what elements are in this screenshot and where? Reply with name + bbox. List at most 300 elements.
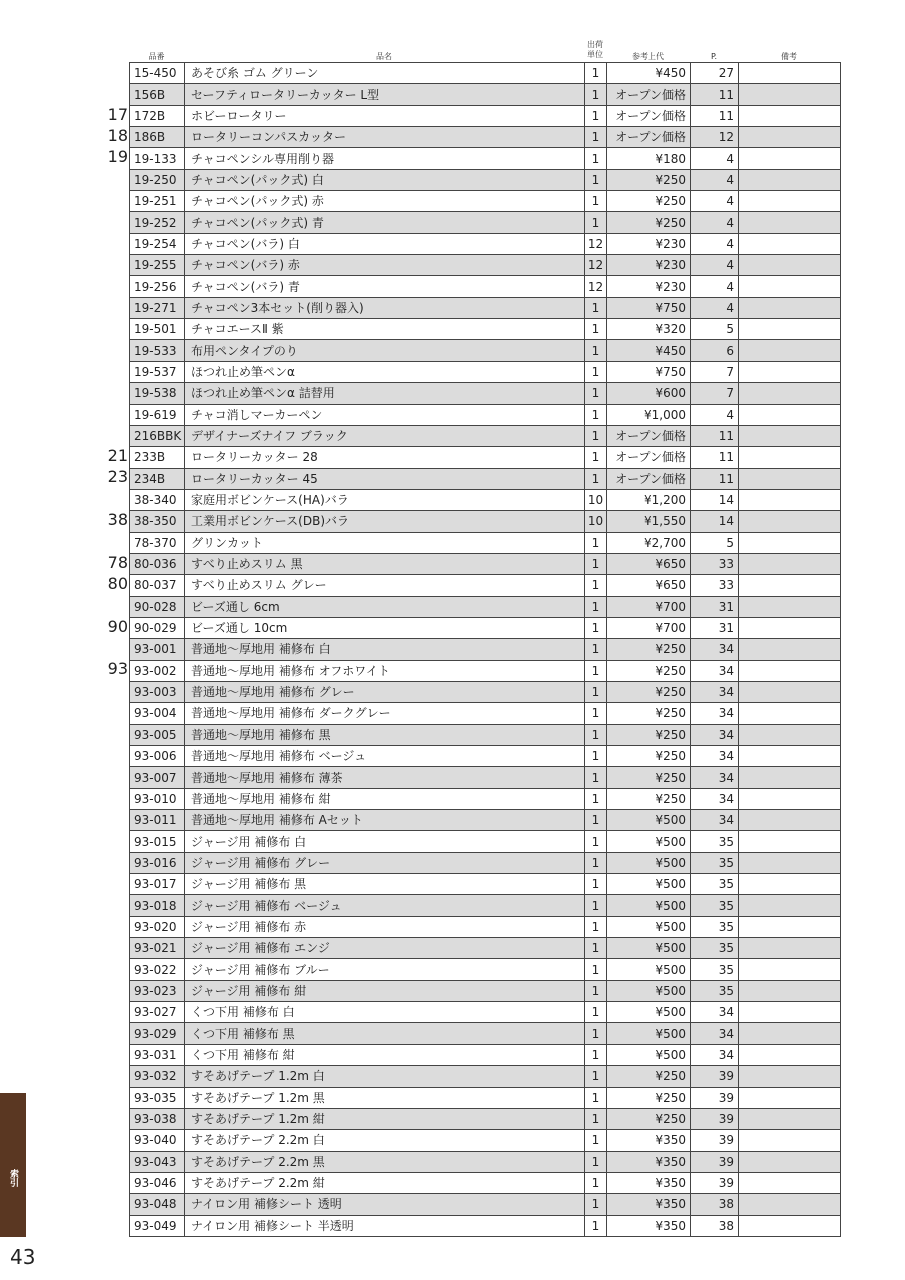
- cell-page: 11: [691, 468, 739, 489]
- cell-note: [739, 105, 841, 126]
- cell-code: 19-251: [130, 191, 185, 212]
- header-code: 品番: [148, 52, 165, 61]
- group-marker: 90: [107, 616, 128, 636]
- cell-page: 7: [691, 383, 739, 404]
- cell-name: ビーズ通し 6cm: [185, 596, 585, 617]
- cell-code: 93-038: [130, 1108, 185, 1129]
- cell-note: [739, 404, 841, 425]
- cell-name: チャコペン(バラ) 白: [185, 233, 585, 254]
- cell-note: [739, 1044, 841, 1065]
- cell-name: ビーズ通し 10cm: [185, 617, 585, 638]
- index-side-tab: [0, 1093, 26, 1237]
- cell-note: [739, 233, 841, 254]
- table-row: [130, 105, 841, 126]
- cell-name: 普通地～厚地用 補修布 ダークグレー: [185, 703, 585, 724]
- cell-price: ¥450: [607, 340, 691, 361]
- cell-code: 93-020: [130, 916, 185, 937]
- cell-code: 93-035: [130, 1087, 185, 1108]
- table-row: [130, 1044, 841, 1065]
- table-row: [130, 1130, 841, 1151]
- cell-qty: 1: [585, 1215, 607, 1236]
- cell-code: 93-031: [130, 1044, 185, 1065]
- cell-code: 93-029: [130, 1023, 185, 1044]
- cell-qty: 1: [585, 63, 607, 84]
- group-marker: 93: [107, 659, 128, 679]
- cell-page: 34: [691, 724, 739, 745]
- cell-page: 12: [691, 127, 739, 148]
- cell-qty: 12: [585, 276, 607, 297]
- cell-qty: 1: [585, 404, 607, 425]
- cell-note: [739, 1066, 841, 1087]
- cell-note: [739, 468, 841, 489]
- cell-code: 19-133: [130, 148, 185, 169]
- cell-price: ¥250: [607, 1108, 691, 1129]
- table-row: [130, 212, 841, 233]
- table-row: [130, 660, 841, 681]
- cell-name: すそあげテープ 1.2m 紺: [185, 1108, 585, 1129]
- cell-price: ¥250: [607, 1087, 691, 1108]
- cell-name: ジャージ用 補修布 赤: [185, 916, 585, 937]
- cell-name: 普通地～厚地用 補修布 グレー: [185, 681, 585, 702]
- cell-name: グリンカット: [185, 532, 585, 553]
- cell-code: 93-006: [130, 746, 185, 767]
- cell-price: ¥750: [607, 361, 691, 382]
- cell-code: 93-048: [130, 1194, 185, 1215]
- cell-page: 39: [691, 1130, 739, 1151]
- cell-code: 38-340: [130, 489, 185, 510]
- table-row: [130, 1194, 841, 1215]
- cell-page: 34: [691, 1002, 739, 1023]
- cell-qty: 1: [585, 297, 607, 318]
- cell-price: ¥230: [607, 276, 691, 297]
- table-row: [130, 447, 841, 468]
- cell-page: 35: [691, 980, 739, 1001]
- cell-name: ジャージ用 補修布 白: [185, 831, 585, 852]
- cell-code: 93-022: [130, 959, 185, 980]
- cell-name: ホビーロータリー: [185, 105, 585, 126]
- cell-qty: 1: [585, 191, 607, 212]
- cell-name: 家庭用ボビンケース(HA)バラ: [185, 489, 585, 510]
- cell-code: 19-252: [130, 212, 185, 233]
- cell-code: 93-032: [130, 1066, 185, 1087]
- cell-qty: 1: [585, 1130, 607, 1151]
- cell-name: 普通地～厚地用 補修布 白: [185, 639, 585, 660]
- table-row: [130, 1151, 841, 1172]
- cell-name: ナイロン用 補修シート 透明: [185, 1194, 585, 1215]
- cell-price: ¥650: [607, 575, 691, 596]
- cell-page: 31: [691, 617, 739, 638]
- cell-qty: 1: [585, 617, 607, 638]
- table-row: [130, 617, 841, 638]
- cell-code: 93-007: [130, 767, 185, 788]
- cell-name: チャコペンシル専用削り器: [185, 148, 585, 169]
- cell-price: ¥1,000: [607, 404, 691, 425]
- table-row: [130, 319, 841, 340]
- group-marker: 80: [107, 573, 128, 593]
- cell-name: すそあげテープ 1.2m 白: [185, 1066, 585, 1087]
- cell-qty: 1: [585, 681, 607, 702]
- cell-name: すべり止めスリム 黒: [185, 553, 585, 574]
- cell-code: 93-016: [130, 852, 185, 873]
- cell-name: デザイナーズナイフ ブラック: [185, 425, 585, 446]
- cell-name: ロータリーカッター 45: [185, 468, 585, 489]
- cell-note: [739, 425, 841, 446]
- cell-price: ¥250: [607, 788, 691, 809]
- header-name: 品名: [376, 52, 392, 61]
- cell-note: [739, 639, 841, 660]
- cell-price: ¥500: [607, 959, 691, 980]
- cell-note: [739, 660, 841, 681]
- cell-note: [739, 1130, 841, 1151]
- cell-qty: 12: [585, 233, 607, 254]
- cell-page: 39: [691, 1066, 739, 1087]
- cell-code: 93-004: [130, 703, 185, 724]
- cell-page: 39: [691, 1108, 739, 1129]
- cell-price: ¥350: [607, 1194, 691, 1215]
- cell-qty: 1: [585, 788, 607, 809]
- cell-code: 80-037: [130, 575, 185, 596]
- cell-qty: 1: [585, 916, 607, 937]
- cell-qty: 1: [585, 319, 607, 340]
- cell-page: 11: [691, 84, 739, 105]
- cell-note: [739, 617, 841, 638]
- cell-name: すそあげテープ 1.2m 黒: [185, 1087, 585, 1108]
- cell-code: 19-255: [130, 255, 185, 276]
- cell-name: ジャージ用 補修布 ベージュ: [185, 895, 585, 916]
- header-qty: 出荷 単位: [587, 40, 603, 59]
- group-marker: 18: [107, 125, 128, 145]
- cell-qty: 1: [585, 575, 607, 596]
- cell-page: 27: [691, 63, 739, 84]
- table-row: [130, 233, 841, 254]
- cell-page: 4: [691, 191, 739, 212]
- cell-note: [739, 340, 841, 361]
- cell-page: 34: [691, 746, 739, 767]
- cell-code: 93-043: [130, 1151, 185, 1172]
- cell-name: 普通地～厚地用 補修布 紺: [185, 788, 585, 809]
- cell-qty: 1: [585, 895, 607, 916]
- cell-price: ¥230: [607, 255, 691, 276]
- cell-name: くつ下用 補修布 白: [185, 1002, 585, 1023]
- cell-note: [739, 788, 841, 809]
- cell-note: [739, 895, 841, 916]
- cell-page: 39: [691, 1172, 739, 1193]
- cell-note: [739, 1151, 841, 1172]
- cell-code: 19-537: [130, 361, 185, 382]
- cell-name: 普通地～厚地用 補修布 薄茶: [185, 767, 585, 788]
- cell-page: 11: [691, 105, 739, 126]
- cell-code: 15-450: [130, 63, 185, 84]
- cell-name: チャコペン(バラ) 赤: [185, 255, 585, 276]
- cell-note: [739, 874, 841, 895]
- cell-name: すべり止めスリム グレー: [185, 575, 585, 596]
- cell-code: 19-533: [130, 340, 185, 361]
- cell-page: 34: [691, 639, 739, 660]
- cell-name: ジャージ用 補修布 黒: [185, 874, 585, 895]
- cell-name: くつ下用 補修布 黒: [185, 1023, 585, 1044]
- cell-price: ¥650: [607, 553, 691, 574]
- table-row: [130, 468, 841, 489]
- cell-qty: 1: [585, 660, 607, 681]
- cell-note: [739, 810, 841, 831]
- cell-code: 78-370: [130, 532, 185, 553]
- group-marker: 23: [107, 467, 128, 487]
- cell-price: ¥350: [607, 1151, 691, 1172]
- cell-page: 31: [691, 596, 739, 617]
- cell-name: 普通地～厚地用 補修布 オフホワイト: [185, 660, 585, 681]
- cell-note: [739, 1215, 841, 1236]
- cell-note: [739, 852, 841, 873]
- cell-note: [739, 1087, 841, 1108]
- cell-qty: 1: [585, 959, 607, 980]
- cell-price: ¥500: [607, 916, 691, 937]
- cell-page: 39: [691, 1151, 739, 1172]
- header-price: 参考上代: [632, 52, 664, 61]
- cell-note: [739, 191, 841, 212]
- cell-note: [739, 169, 841, 190]
- cell-price: ¥500: [607, 831, 691, 852]
- cell-page: 4: [691, 148, 739, 169]
- cell-code: 19-254: [130, 233, 185, 254]
- cell-qty: 1: [585, 767, 607, 788]
- cell-code: 19-538: [130, 383, 185, 404]
- cell-page: 34: [691, 1044, 739, 1065]
- cell-note: [739, 297, 841, 318]
- cell-page: 35: [691, 895, 739, 916]
- cell-note: [739, 1108, 841, 1129]
- cell-page: 34: [691, 703, 739, 724]
- cell-note: [739, 575, 841, 596]
- cell-name: ロータリーカッター 28: [185, 447, 585, 468]
- cell-price: オープン価格: [607, 447, 691, 468]
- cell-price: ¥500: [607, 1044, 691, 1065]
- cell-page: 35: [691, 938, 739, 959]
- cell-note: [739, 63, 841, 84]
- cell-note: [739, 84, 841, 105]
- cell-price: ¥700: [607, 596, 691, 617]
- cell-qty: 1: [585, 746, 607, 767]
- cell-note: [739, 980, 841, 1001]
- cell-qty: 1: [585, 639, 607, 660]
- cell-page: 33: [691, 575, 739, 596]
- table-row: [130, 404, 841, 425]
- table-row: [130, 489, 841, 510]
- side-tab-label: 索引: [8, 1169, 18, 1187]
- cell-price: ¥500: [607, 895, 691, 916]
- cell-note: [739, 511, 841, 532]
- table-row: [130, 255, 841, 276]
- cell-note: [739, 489, 841, 510]
- cell-code: 93-010: [130, 788, 185, 809]
- cell-name: 普通地～厚地用 補修布 Aセット: [185, 810, 585, 831]
- table-row: [130, 553, 841, 574]
- cell-code: 93-023: [130, 980, 185, 1001]
- cell-name: 普通地～厚地用 補修布 ベージュ: [185, 746, 585, 767]
- cell-note: [739, 1023, 841, 1044]
- cell-page: 5: [691, 532, 739, 553]
- cell-page: 39: [691, 1087, 739, 1108]
- table-row: [130, 1066, 841, 1087]
- cell-code: 93-015: [130, 831, 185, 852]
- cell-code: 80-036: [130, 553, 185, 574]
- cell-price: ¥500: [607, 1002, 691, 1023]
- table-row: [130, 1023, 841, 1044]
- cell-name: チャコペン(パック式) 白: [185, 169, 585, 190]
- cell-name: ほつれ止め筆ペンα: [185, 361, 585, 382]
- cell-price: ¥500: [607, 810, 691, 831]
- cell-code: 233B: [130, 447, 185, 468]
- cell-code: 93-021: [130, 938, 185, 959]
- cell-name: チャコ消しマーカーペン: [185, 404, 585, 425]
- cell-code: 93-040: [130, 1130, 185, 1151]
- table-row: [130, 1087, 841, 1108]
- cell-page: 14: [691, 489, 739, 510]
- header-page: P.: [710, 52, 718, 61]
- cell-qty: 1: [585, 980, 607, 1001]
- cell-qty: 1: [585, 340, 607, 361]
- cell-code: 93-027: [130, 1002, 185, 1023]
- cell-page: 11: [691, 425, 739, 446]
- cell-name: すそあげテープ 2.2m 白: [185, 1130, 585, 1151]
- cell-price: ¥350: [607, 1215, 691, 1236]
- cell-code: 186B: [130, 127, 185, 148]
- cell-page: 14: [691, 511, 739, 532]
- cell-name: あそび糸 ゴム グリーン: [185, 63, 585, 84]
- cell-name: ほつれ止め筆ペンα 詰替用: [185, 383, 585, 404]
- cell-note: [739, 212, 841, 233]
- cell-name: チャコエースⅡ 紫: [185, 319, 585, 340]
- table-row: [130, 148, 841, 169]
- cell-qty: 1: [585, 831, 607, 852]
- cell-code: 93-049: [130, 1215, 185, 1236]
- cell-qty: 1: [585, 383, 607, 404]
- cell-qty: 1: [585, 703, 607, 724]
- table-row: [130, 916, 841, 937]
- cell-page: 7: [691, 361, 739, 382]
- cell-page: 4: [691, 169, 739, 190]
- cell-code: 93-046: [130, 1172, 185, 1193]
- cell-note: [739, 681, 841, 702]
- cell-page: 33: [691, 553, 739, 574]
- cell-note: [739, 767, 841, 788]
- cell-qty: 1: [585, 127, 607, 148]
- cell-qty: 10: [585, 511, 607, 532]
- cell-qty: 1: [585, 148, 607, 169]
- cell-note: [739, 553, 841, 574]
- table-row: [130, 959, 841, 980]
- cell-price: オープン価格: [607, 84, 691, 105]
- cell-note: [739, 938, 841, 959]
- cell-price: ¥250: [607, 169, 691, 190]
- index-table: [129, 62, 841, 1237]
- cell-note: [739, 319, 841, 340]
- group-marker: 19: [107, 147, 128, 167]
- table-row: [130, 852, 841, 873]
- cell-note: [739, 596, 841, 617]
- cell-price: ¥250: [607, 746, 691, 767]
- table-row: [130, 340, 841, 361]
- cell-price: ¥700: [607, 617, 691, 638]
- cell-code: 90-029: [130, 617, 185, 638]
- table-row: [130, 127, 841, 148]
- cell-page: 4: [691, 212, 739, 233]
- cell-note: [739, 532, 841, 553]
- cell-page: 4: [691, 297, 739, 318]
- cell-price: オープン価格: [607, 105, 691, 126]
- cell-page: 34: [691, 681, 739, 702]
- cell-note: [739, 127, 841, 148]
- cell-page: 35: [691, 959, 739, 980]
- cell-page: 4: [691, 404, 739, 425]
- table-row: [130, 874, 841, 895]
- cell-price: ¥500: [607, 938, 691, 959]
- cell-qty: 1: [585, 1087, 607, 1108]
- cell-price: オープン価格: [607, 425, 691, 446]
- cell-page: 35: [691, 852, 739, 873]
- cell-note: [739, 148, 841, 169]
- table-row: [130, 767, 841, 788]
- cell-code: 19-250: [130, 169, 185, 190]
- table-row: [130, 276, 841, 297]
- cell-qty: 1: [585, 1002, 607, 1023]
- group-marker: 21: [107, 445, 128, 465]
- cell-price: ¥230: [607, 233, 691, 254]
- cell-code: 93-005: [130, 724, 185, 745]
- cell-qty: 1: [585, 596, 607, 617]
- table-row: [130, 511, 841, 532]
- cell-qty: 1: [585, 425, 607, 446]
- cell-name: ロータリーコンパスカッター: [185, 127, 585, 148]
- cell-page: 35: [691, 916, 739, 937]
- group-marker: 78: [107, 552, 128, 572]
- cell-price: オープン価格: [607, 468, 691, 489]
- cell-name: ジャージ用 補修布 エンジ: [185, 938, 585, 959]
- table-row: [130, 191, 841, 212]
- cell-code: 19-256: [130, 276, 185, 297]
- cell-qty: 1: [585, 447, 607, 468]
- cell-name: ジャージ用 補修布 ブルー: [185, 959, 585, 980]
- table-row: [130, 724, 841, 745]
- cell-page: 38: [691, 1215, 739, 1236]
- cell-qty: 1: [585, 1044, 607, 1065]
- cell-price: ¥250: [607, 1066, 691, 1087]
- table-row: [130, 297, 841, 318]
- cell-name: ナイロン用 補修シート 半透明: [185, 1215, 585, 1236]
- cell-page: 35: [691, 831, 739, 852]
- cell-note: [739, 959, 841, 980]
- cell-price: ¥250: [607, 212, 691, 233]
- table-row: [130, 361, 841, 382]
- cell-qty: 1: [585, 105, 607, 126]
- cell-price: ¥750: [607, 297, 691, 318]
- cell-qty: 1: [585, 1108, 607, 1129]
- table-row: [130, 63, 841, 84]
- table-row: [130, 383, 841, 404]
- cell-qty: 1: [585, 810, 607, 831]
- cell-price: ¥250: [607, 660, 691, 681]
- cell-name: すそあげテープ 2.2m 黒: [185, 1151, 585, 1172]
- table-row: [130, 1108, 841, 1129]
- cell-page: 11: [691, 447, 739, 468]
- cell-name: チャコペン(バラ) 青: [185, 276, 585, 297]
- cell-note: [739, 383, 841, 404]
- cell-qty: 1: [585, 169, 607, 190]
- cell-qty: 1: [585, 1151, 607, 1172]
- cell-page: 5: [691, 319, 739, 340]
- cell-qty: 1: [585, 361, 607, 382]
- cell-name: 布用ペンタイプのり: [185, 340, 585, 361]
- table-row: [130, 703, 841, 724]
